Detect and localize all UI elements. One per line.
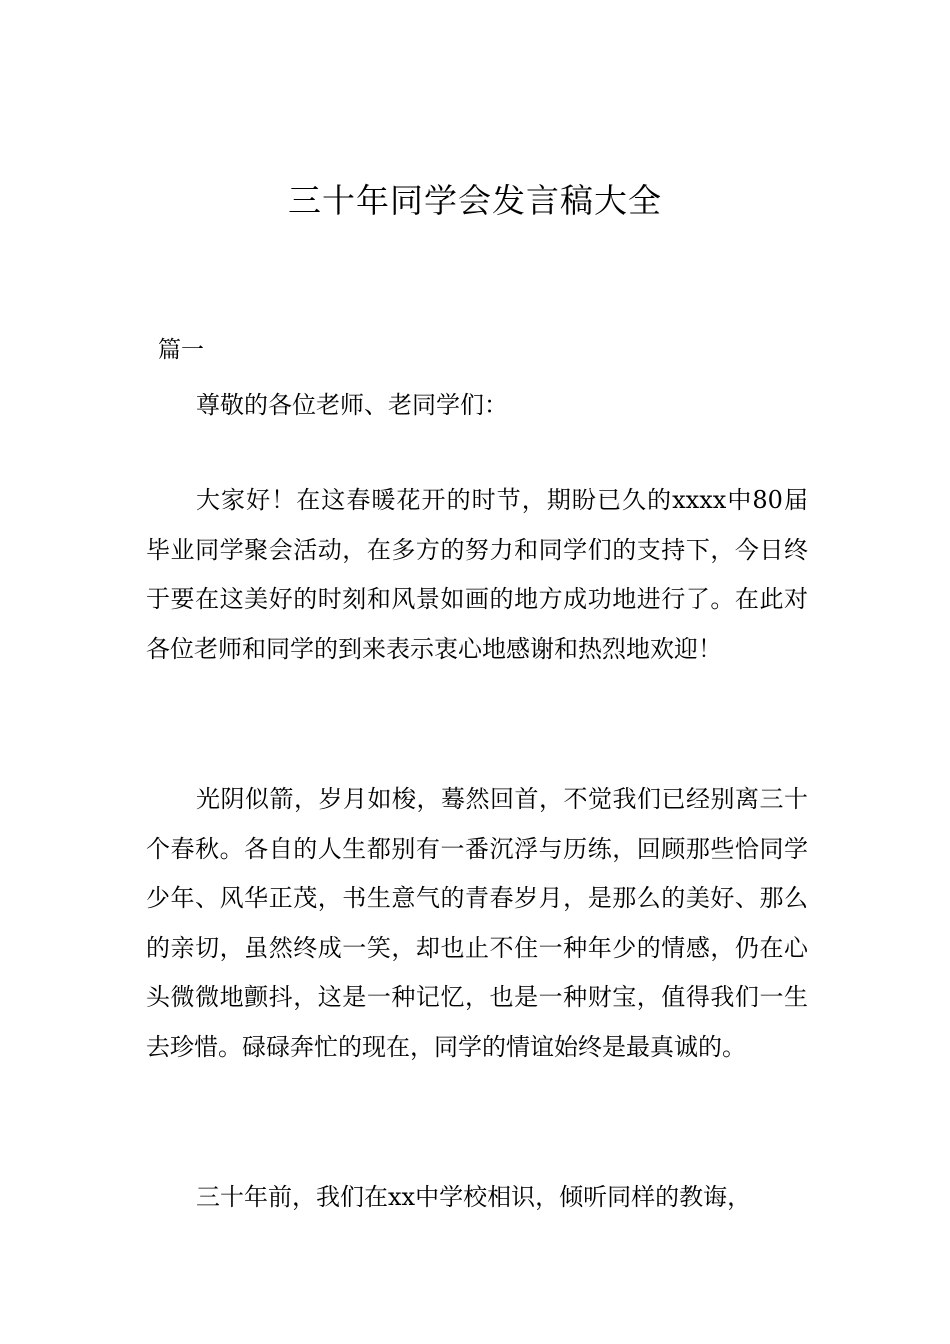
salutation: 尊敬的各位老师、老同学们： — [196, 391, 508, 419]
section-label: 篇一 — [158, 337, 204, 363]
paragraph-3: 三十年前，我们在xx中学校相识，倾听同样的教诲， — [196, 1183, 752, 1211]
paragraph-2: 光阴似箭，岁月如梭，蓦然回首，不觉我们已经别离三十个春秋。各自的人生都别有一番沉浮与历练，回顾那些恰同学少年、风华正茂，书生意气的青春岁月，是那么的美好、那么的亲切，虽然终成一笑，却也止不住一种年少的情感，仍在心头微微地颤抖，这是一种记忆，也是一种财宝，值得我们一生去珍惜。碌碌奔忙的现在，同学的情谊始终是最真诚的。 — [146, 785, 808, 1061]
paragraph-1: 大家好！在这春暖花开的时节，期盼已久的xxxx中80届毕业同学聚会活动，在多方的努力和同学们的支持下，今日终于要在这美好的时刻和风景如画的地方成功地进行了。在此对各位老师和同学的到来表示衷心地感谢和热烈地欢迎！ — [146, 486, 808, 663]
document-title: 三十年同学会发言稿大全 — [288, 181, 662, 220]
